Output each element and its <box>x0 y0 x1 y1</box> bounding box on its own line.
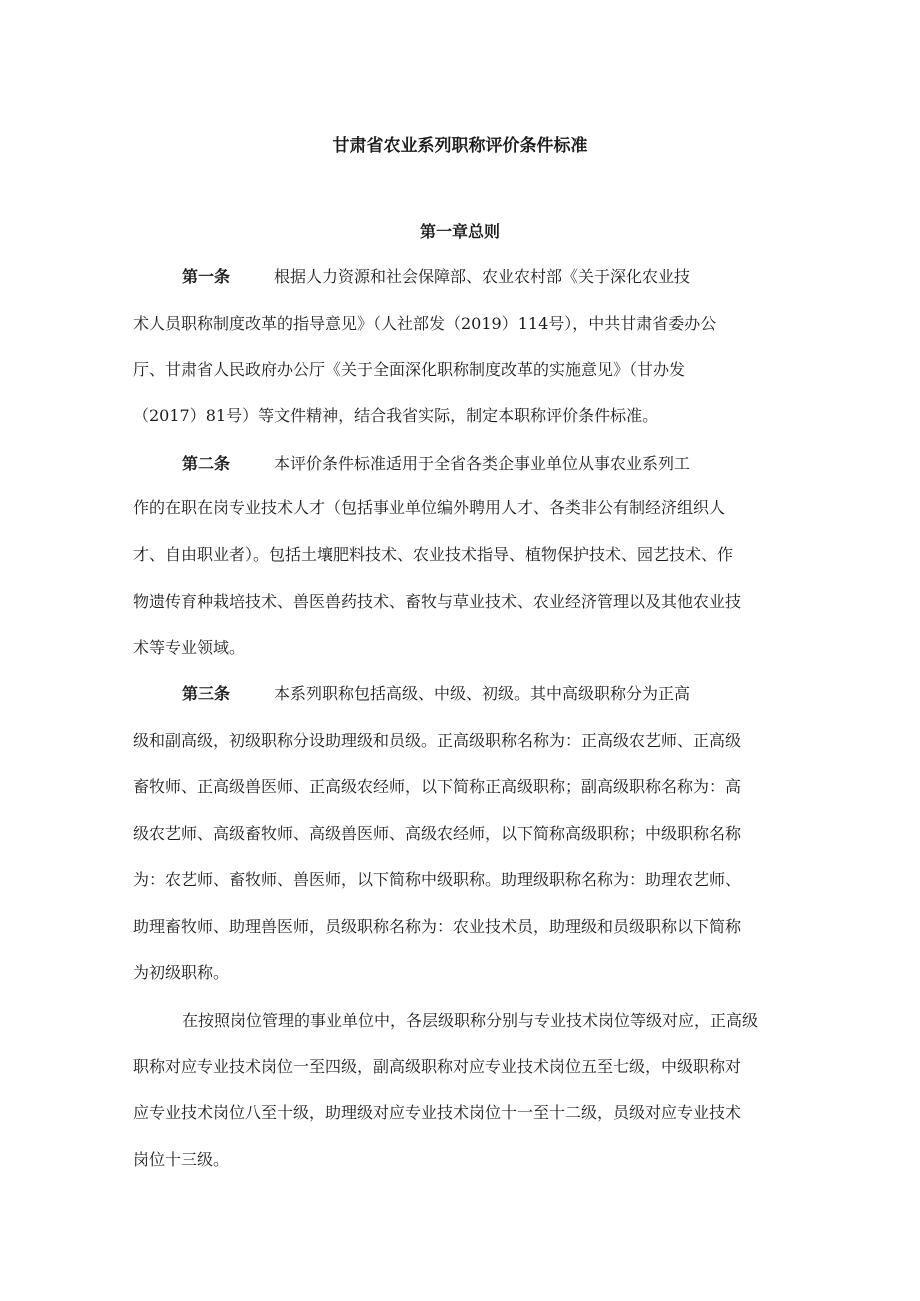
article-2-line-3: 才、自由职业者）。包括土壤肥料技术、农业技术指导、植物保护技术、园艺技术、作 <box>133 545 734 564</box>
article-3-line-7: 为初级职称。 <box>133 963 230 982</box>
paragraph-line-4: 岗位十三级。 <box>133 1150 230 1169</box>
article-2-line-1 <box>182 453 690 475</box>
article-2-label: 第二条 <box>182 454 231 473</box>
paragraph-line-1: 在按照岗位管理的事业单位中，各层级职称分别与专业技术岗位等级对应，正高级 <box>182 1011 759 1030</box>
article-2-text: 本评价条件标准适用于全省各类企事业单位从事农业系列工 <box>274 454 691 473</box>
article-3-line-6: 助理畜牧师、助理兽医师，员级职称名称为：农业技术员，助理级和员级职称以下简称 <box>133 917 742 936</box>
article-3-line-2: 级和副高级，初级职称分设助理级和员级。正高级职称名称为：正高级农艺师、正高级 <box>133 731 742 750</box>
article-1-label: 第一条 <box>182 267 231 286</box>
article-3-line-3: 畜牧师、正高级兽医师、正高级农经师，以下简称正高级职称；副高级职称名称为：高 <box>133 777 742 796</box>
article-1-line-1 <box>182 266 690 288</box>
article-2-line-4: 物遗传育种栽培技术、兽医兽药技术、畜牧与草业技术、农业经济管理以及其他农业技 <box>133 592 742 611</box>
article-2-line-2: 作的在职在岗专业技术人才（包括事业单位编外聘用人才、各类非公有制经济组织人 <box>133 498 726 517</box>
article-3-line-5: 为：农艺师、畜牧师、兽医师，以下简称中级职称。助理级职称名称为：助理农艺师、 <box>133 870 742 889</box>
article-3-label: 第三条 <box>182 684 231 703</box>
article-3-line-1 <box>182 683 690 705</box>
article-3-text: 本系列职称包括高级、中级、初级。其中高级职称分为正高 <box>274 684 691 703</box>
chapter-title: 第一章总则 <box>419 222 500 241</box>
document-title: 甘肃省农业系列职称评价条件标准 <box>332 136 588 156</box>
paragraph-line-3: 应专业技术岗位八至十级，助理级对应专业技术岗位十一至十二级，员级对应专业技术 <box>133 1103 742 1122</box>
article-1-line-3: 厅、甘肃省人民政府办公厅《关于全面深化职称制度改革的实施意见》（甘办发 <box>133 360 686 379</box>
article-2-line-5: 术等专业领域。 <box>133 638 246 657</box>
article-1-line-4: （2017）81号）等文件精神，结合我省实际，制定本职称评价条件标准。 <box>133 406 659 425</box>
article-1-text: 根据人力资源和社会保障部、农业农村部《关于深化农业技 <box>274 267 691 286</box>
article-1-line-2: 术人员职称制度改革的指导意见》（人社部发（2019）114号），中共甘肃省委办公 <box>133 314 717 333</box>
article-3-line-4: 级农艺师、高级畜牧师、高级兽医师、高级农经师，以下简称高级职称；中级职称名称 <box>133 824 742 843</box>
paragraph-line-2: 职称对应专业技术岗位一至四级，副高级职称对应专业技术岗位五至七级，中级职称对 <box>133 1057 742 1076</box>
